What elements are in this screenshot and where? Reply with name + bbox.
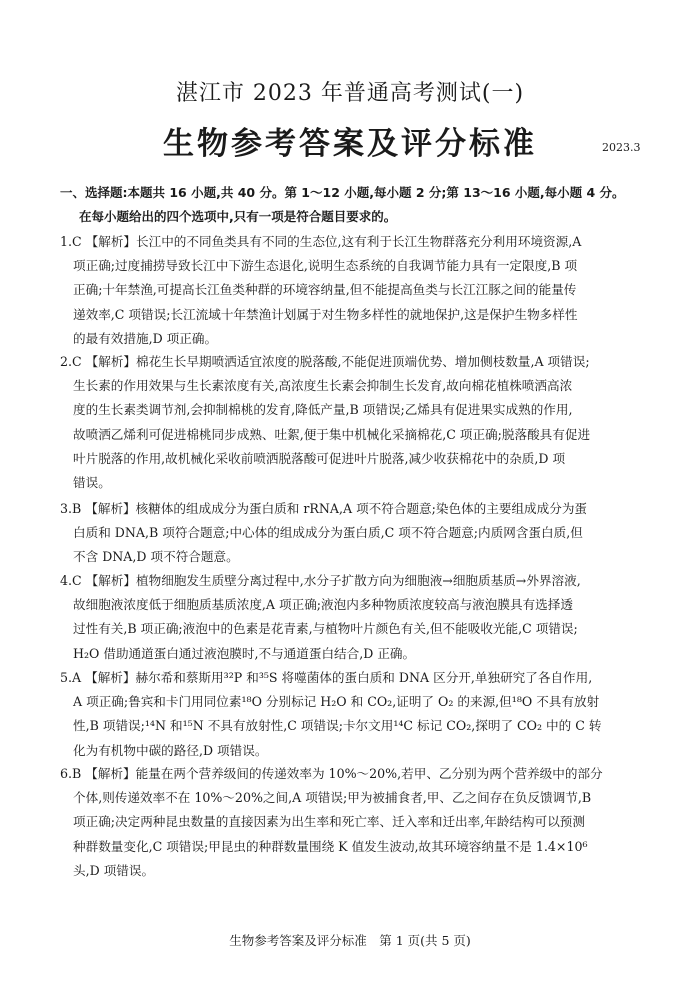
answer-line: 故细胞液浓度低于细胞质基质浓度,A 项正确;液泡内多种物质浓度较高与液泡膜具有选择透 <box>73 597 573 613</box>
answer-line: 个体,则传递效率不在 10%～20%之间,A 项错误;甲为被捕食者,甲、乙之间存在负反馈调节,B <box>73 790 592 806</box>
answer-line: 5.A 【解析】赫尔希和蔡斯用³²P 和³⁵S 将噬菌体的蛋白质和 DNA 区分开,单独研究了各自作用, <box>60 670 593 685</box>
answer-line: 故喷洒乙烯利可促进棉桃同步成熟、吐絮,便于集中机械化采摘棉花,C 项正确;脱落酸具有促进 <box>73 426 591 442</box>
answer-line: 正确;十年禁渔,可提高长江鱼类种群的环境容纳量,但不能提高鱼类与长江江豚之间的能量传 <box>73 282 577 298</box>
document-title: 生物参考答案及评分标准 <box>163 126 537 162</box>
answer-line: 度的生长素类调节剂,会抑制棉桃的发育,降低产量,B 项错误;乙烯具有促进果实成熟的作用, <box>73 402 573 418</box>
answer-line: 1.C 【解析】长江中的不同鱼类具有不同的生态位,这有利于长江生物群落充分利用环境资源,A <box>60 234 582 249</box>
answer-line: 的最有效措施,D 项正确。 <box>73 330 218 346</box>
answer-line: 项正确;决定两种昆虫数量的直接因素为出生率和死亡率、迁入率和迁出率,年龄结构可以预测 <box>73 814 585 830</box>
answer-line: A 项正确;鲁宾和卡门用同位素¹⁸O 分别标记 H₂O 和 CO₂,证明了 O₂ 的来源,但¹⁸O 不具有放射 <box>73 694 600 710</box>
answer-item-2 <box>60 350 676 495</box>
answer-line: H₂O 借助通道蛋白通过液泡膜时,不与通道蛋白结合,D 正确。 <box>73 645 416 661</box>
section-heading-line: 一、选择题:本题共 16 小题,共 40 分。第 1～12 小题,每小题 2 分;第 13～16 小题,每小题 4 分。 <box>60 185 625 200</box>
document-date: 2023.3 <box>602 141 641 154</box>
answer-line: 生长素的作用效果与生长素浓度有关,高浓度生长素会抑制生长发育,故向棉花植株喷洒高浓 <box>73 378 573 394</box>
answer-line: 4.C 【解析】植物细胞发生质壁分离过程中,水分子扩散方向为细胞液→细胞质基质→外界溶液, <box>60 573 581 588</box>
answer-item-1 <box>60 230 676 351</box>
answer-line: 白质和 DNA,B 项符合题意;中心体的组成成分为蛋白质,C 项不符合题意;内质网含蛋白质,但 <box>73 525 583 541</box>
section-heading <box>60 181 672 229</box>
answer-line: 递效率,C 项错误;长江流域十年禁渔计划属于对生物多样性的就地保护,这是保护生物多样性 <box>73 306 578 322</box>
answer-line: 2.C 【解析】棉花生长早期喷洒适宜浓度的脱落酸,不能促进顶端优势、增加侧枝数量,A 项错误; <box>60 354 590 369</box>
answer-line: 3.B 【解析】核糖体的组成成分为蛋白质和 rRNA,A 项不符合题意;染色体的主要组成成分为蛋 <box>60 501 588 516</box>
answer-item-3 <box>60 497 676 570</box>
answer-line: 头,D 项错误。 <box>73 862 155 878</box>
exam-title: 湛江市 2023 年普通高考测试(一) <box>175 81 525 106</box>
answer-item-6 <box>60 762 676 883</box>
answer-line: 叶片脱落的作用,故机械化采收前喷洒脱落酸可促进叶片脱落,减少收获棉花中的杂质,D 项 <box>73 450 566 466</box>
answer-line: 错误。 <box>73 475 111 491</box>
answer-line: 过性有关,B 项正确;液泡中的色素是花青素,与植物叶片颜色有关,但不能吸收光能,C 项错误; <box>73 621 578 637</box>
answer-line: 种群数量变化,C 项错误;甲昆虫的种群数量围绕 K 值发生波动,故其环境容纳量不是 1.4×10⁶ <box>73 838 588 854</box>
answer-item-5 <box>60 666 676 763</box>
answer-line: 项正确;过度捕捞导致长江中下游生态退化,说明生态系统的自我调节能力具有一定限度,B 项 <box>73 258 578 274</box>
answer-item-4 <box>60 569 676 666</box>
answer-line: 性,B 项错误;¹⁴N 和¹⁵N 不具有放射性,C 项错误;卡尔文用¹⁴C 标记 CO₂,探明了 CO₂ 中的 C 转 <box>73 718 602 734</box>
page-footer: 生物参考答案及评分标准 第 1 页(共 5 页) <box>229 933 471 948</box>
section-heading-line: 在每小题给出的四个选项中,只有一项是符合题目要求的。 <box>79 209 397 224</box>
answer-line: 不含 DNA,D 项不符合题意。 <box>73 549 239 565</box>
answer-line: 化为有机物中碳的路径,D 项错误。 <box>73 742 268 758</box>
answer-line: 6.B 【解析】能量在两个营养级间的传递效率为 10%～20%,若甲、乙分别为两个营养级中的部分 <box>60 766 603 781</box>
